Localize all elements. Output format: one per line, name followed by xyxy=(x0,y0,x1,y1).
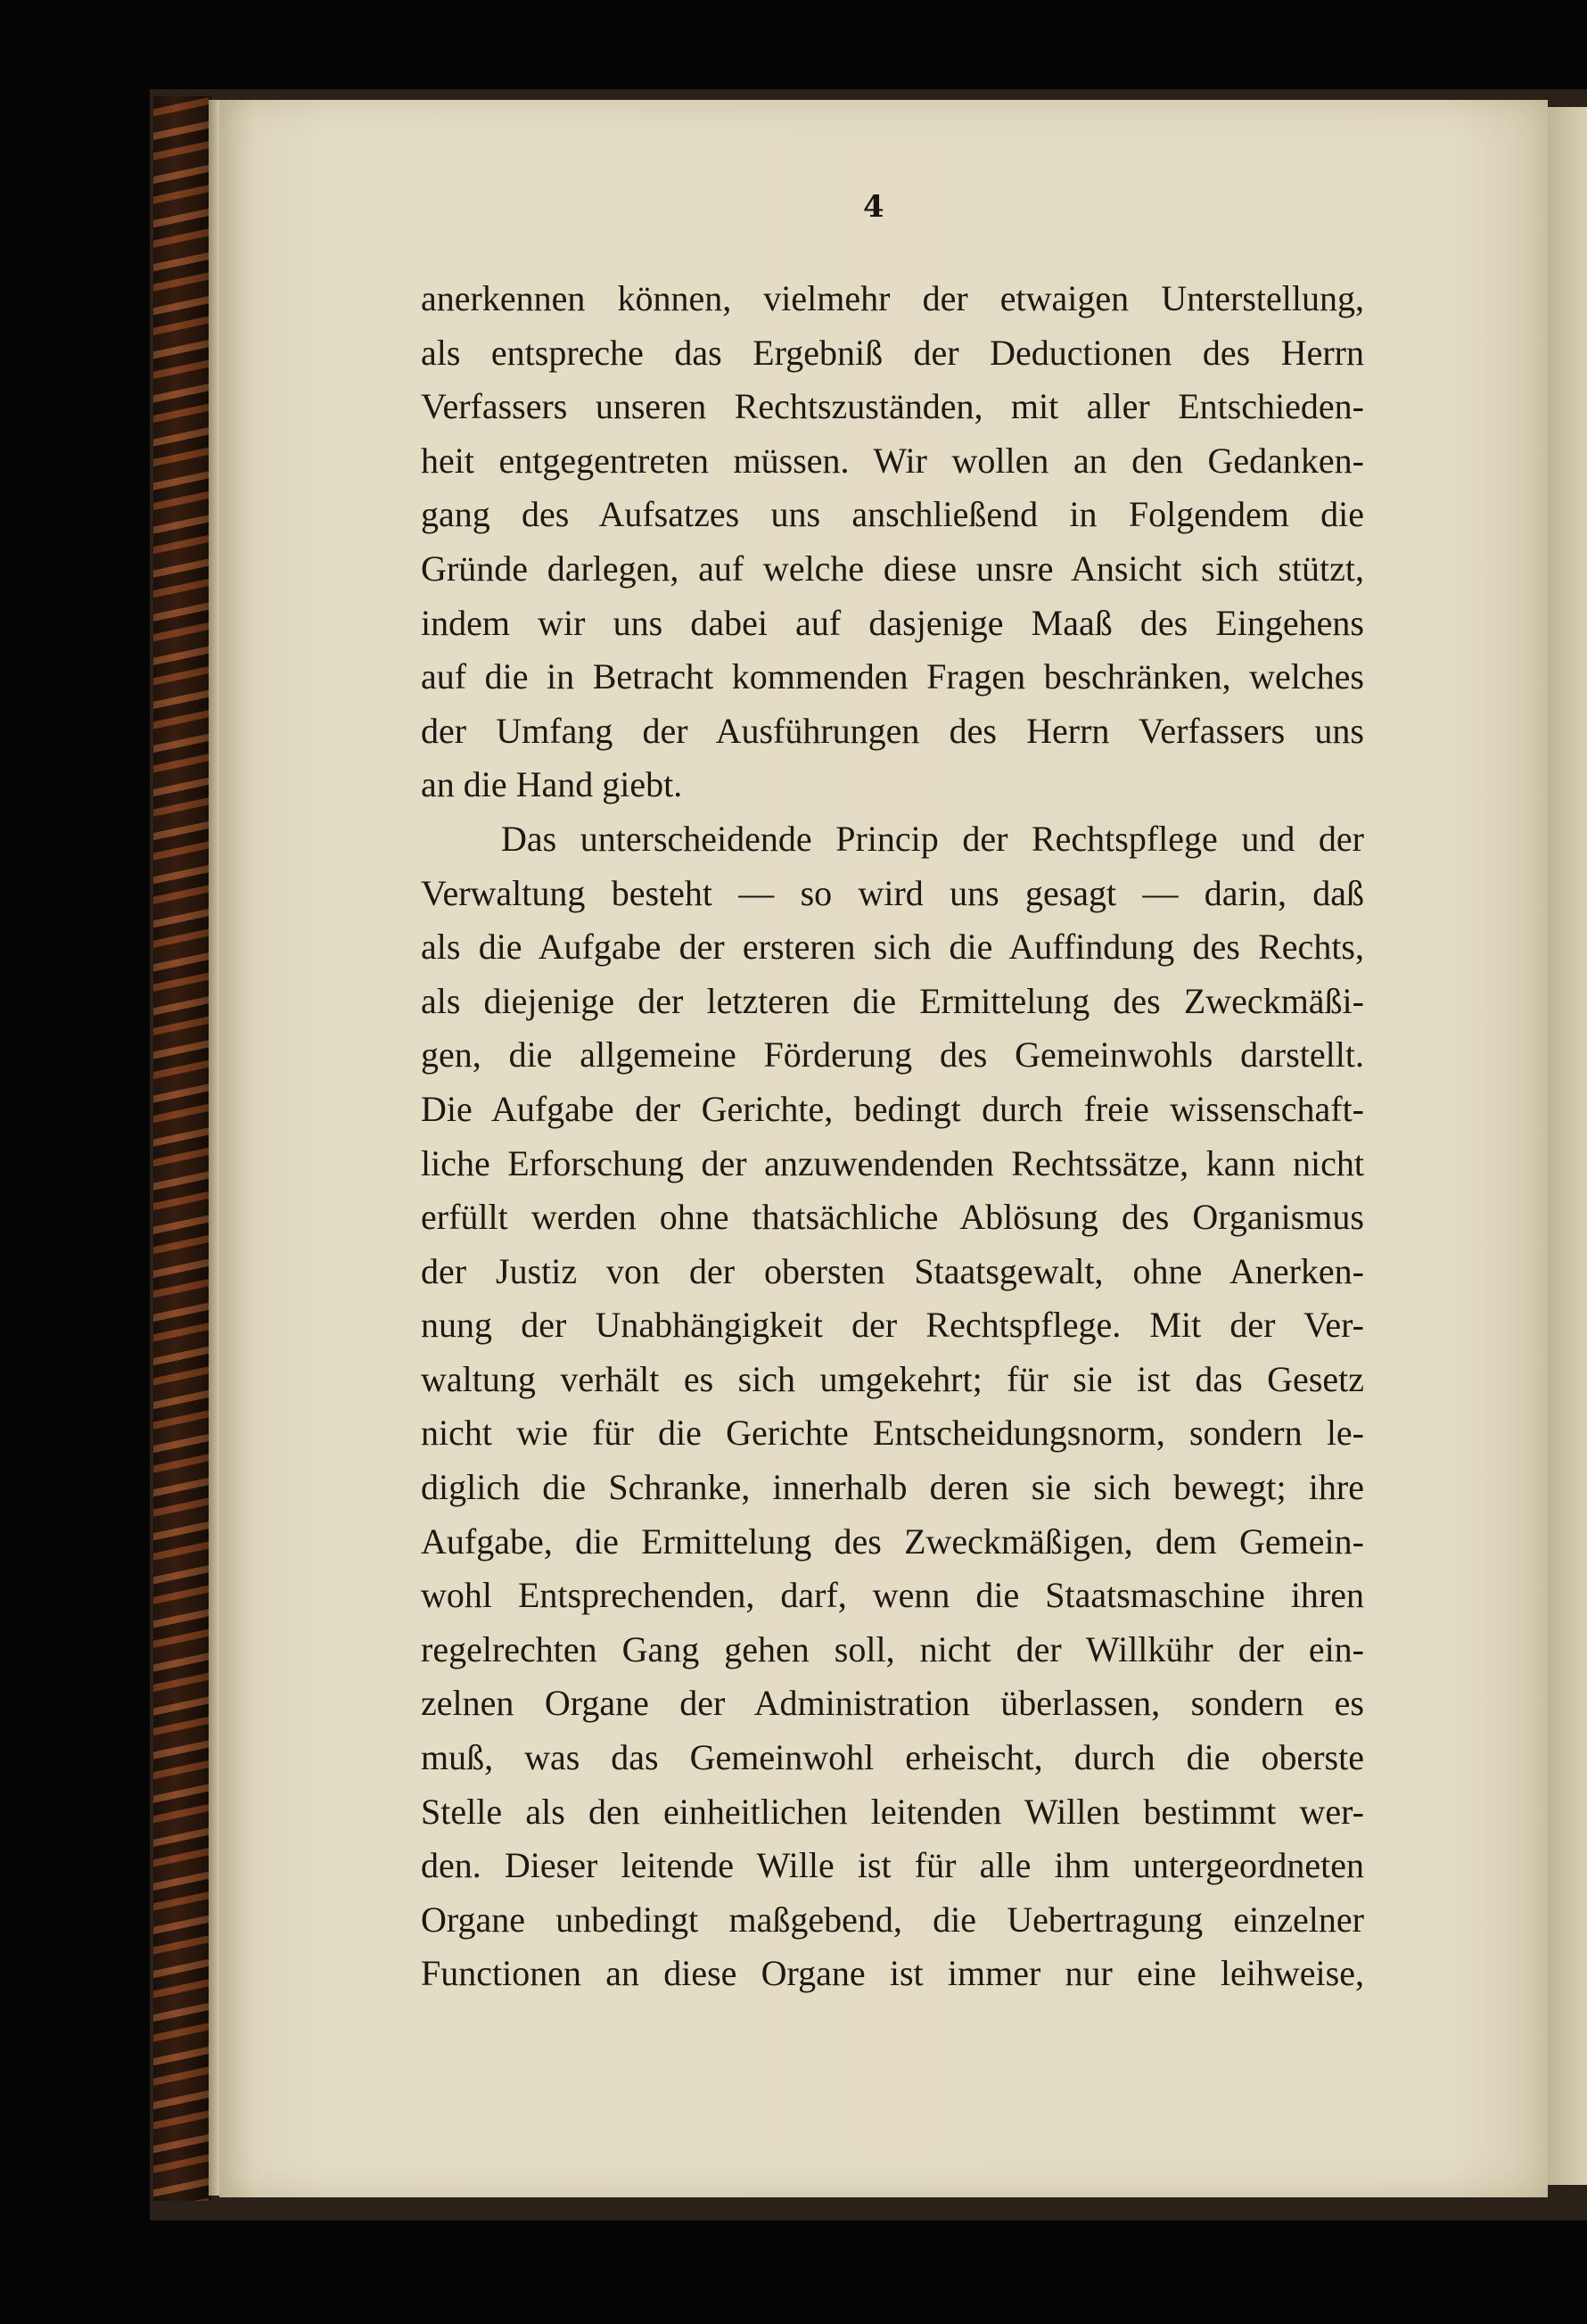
text-line: der Umfang der Ausführungen des Herrn Verfassers uns xyxy=(421,710,1364,751)
marbled-endpaper xyxy=(153,96,211,2201)
text-line: der Justiz von der obersten Staatsgewalt, ohne Anerken- xyxy=(421,1250,1364,1291)
text-line: als diejenige der letzteren die Ermittelung des Zweckmäßi- xyxy=(421,980,1364,1021)
page-gutter xyxy=(209,100,219,2196)
text-line: indem wir uns dabei auf dasjenige Maaß des Eingehens xyxy=(421,602,1364,643)
text-line: Verwaltung besteht — so wird uns gesagt — darin, daß xyxy=(421,872,1364,913)
text-line: gang des Aufsatzes uns anschließend in Folgendem die xyxy=(421,494,1364,535)
text-line: muß, was das Gemeinwohl erheischt, durch die oberste xyxy=(421,1737,1364,1778)
text-line: diglich die Schranke, innerhalb deren sie sich bewegt; ihre xyxy=(421,1467,1364,1508)
text-line: heit entgegentreten müssen. Wir wollen an den Gedanken- xyxy=(421,440,1364,481)
text-line: Verfassers unseren Rechtszuständen, mit aller Entschieden- xyxy=(421,386,1364,427)
text-line: den. Dieser leitende Wille ist für alle ihm untergeordneten xyxy=(421,1845,1364,1886)
text-line: Functionen an diese Organe ist immer nur eine leihweise, xyxy=(421,1953,1364,1994)
page-number: 4 xyxy=(863,189,884,225)
body-text xyxy=(421,272,1364,2001)
text-line: Stelle als den einheitlichen leitenden Willen bestimmt wer- xyxy=(421,1791,1364,1832)
text-line: als entspreche das Ergebniß der Deductionen des Herrn xyxy=(421,332,1364,373)
text-line: wohl Entsprechenden, darf, wenn die Staatsmaschine ihren xyxy=(421,1575,1364,1616)
text-line: regelrechten Gang gehen soll, nicht der Willkühr der ein- xyxy=(421,1628,1364,1669)
text-line: anerkennen können, vielmehr der etwaigen Unterstellung, xyxy=(421,278,1364,318)
text-line: nung der Unabhängigkeit der Rechtspflege. Mit der Ver- xyxy=(421,1305,1364,1346)
text-line: gen, die allgemeine Förderung des Gemeinwohls darstellt. xyxy=(421,1034,1364,1075)
text-line: Das unterscheidende Princip der Rechtspflege und der xyxy=(501,818,1364,859)
text-line: zelnen Organe der Administration überlassen, sondern es xyxy=(421,1683,1364,1724)
text-line: auf die in Betracht kommenden Fragen beschränken, welches xyxy=(421,656,1364,697)
text-line: nicht wie für die Gerichte Entscheidungsnorm, sondern le- xyxy=(421,1413,1364,1454)
page-edges xyxy=(1548,107,1587,2185)
text-line: waltung verhält es sich umgekehrt; für sie ist das Gesetz xyxy=(421,1358,1364,1399)
text-line: liche Erforschung der anzuwendenden Rechtssätze, kann nicht xyxy=(421,1142,1364,1183)
text-line: erfüllt werden ohne thatsächliche Ablösung des Organismus xyxy=(421,1197,1364,1238)
text-line: Aufgabe, die Ermittelung des Zweckmäßigen, dem Gemein- xyxy=(421,1520,1364,1562)
text-line: an die Hand giebt. xyxy=(421,764,683,805)
text-line: Die Aufgabe der Gerichte, bedingt durch freie wissenschaft- xyxy=(421,1088,1364,1129)
text-line: Gründe darlegen, auf welche diese unsre Ansicht sich stützt, xyxy=(421,548,1364,589)
text-line: Organe unbedingt maßgebend, die Uebertragung einzelner xyxy=(421,1899,1364,1940)
text-line: als die Aufgabe der ersteren sich die Auffindung des Rechts, xyxy=(421,927,1364,968)
